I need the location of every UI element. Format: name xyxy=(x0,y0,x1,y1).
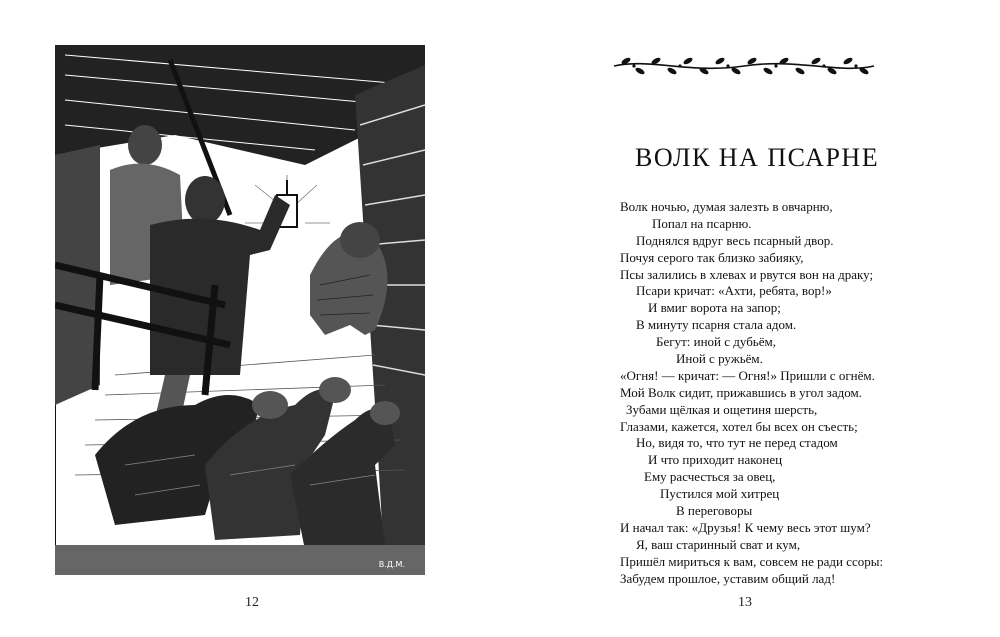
poem-line: Зубами щёлкая и ощетиня шерсть, xyxy=(626,401,818,417)
poem-line: Ему расчесться за овец, xyxy=(644,469,776,485)
poem-line: Но, видя то, что тут не перед стадом xyxy=(636,435,838,451)
poem-line: Пустился мой хитрец xyxy=(660,486,780,502)
page-number-right: 13 xyxy=(738,595,752,610)
poem-line: Иной с ружьём. xyxy=(676,351,763,367)
right-page xyxy=(500,0,1000,637)
poem-title: ВОЛК НА ПСАРНЕ xyxy=(635,143,880,172)
poem-line: Псы залились в хлевах и рвутся вон на драку; xyxy=(620,266,874,282)
poem-line: В минуту псарня стала адом. xyxy=(636,317,797,333)
poem-line: Забудем прошлое, уставим общий лад! xyxy=(620,570,836,586)
poem-line: Пришёл мириться к вам, совсем не ради ссоры: xyxy=(620,553,884,569)
poem-line: Псари кричат: «Ахти, ребята, вор!» xyxy=(636,283,832,299)
page-number-left: 12 xyxy=(245,595,259,610)
poem-line: И что приходит наконец xyxy=(648,452,783,468)
poem-line: Почуя серого так близко забияку, xyxy=(620,249,804,265)
poem-line: Попал на псарню. xyxy=(652,215,752,231)
poem-line: Поднялся вдруг весь псарный двор. xyxy=(636,232,834,248)
poem-line: Мой Волк сидит, прижавшись в угол задом. xyxy=(620,384,862,400)
illustration-signature: В.Д.М. xyxy=(378,560,405,569)
poem-line: И начал так: «Друзья! К чему весь этот шум? xyxy=(620,519,871,535)
poem-line: Бегут: иной с дубьём, xyxy=(656,334,776,350)
poem-text xyxy=(620,199,920,587)
poem-line: В переговоры xyxy=(676,503,753,519)
vine-ornament-icon xyxy=(610,52,878,80)
poem-line: Глазами, кажется, хотел бы всех он съесть; xyxy=(620,418,858,434)
poem-line: Волк ночью, думая залезть в овчарню, xyxy=(620,199,833,214)
illustration-wolf-in-kennel xyxy=(55,45,425,575)
poem-line: «Огня! — кричат: — Огня!» Пришли с огнём. xyxy=(620,367,875,383)
poem-line: И вмиг ворота на запор; xyxy=(648,300,781,316)
poem-line: Я, ваш старинный сват и кум, xyxy=(636,536,801,552)
